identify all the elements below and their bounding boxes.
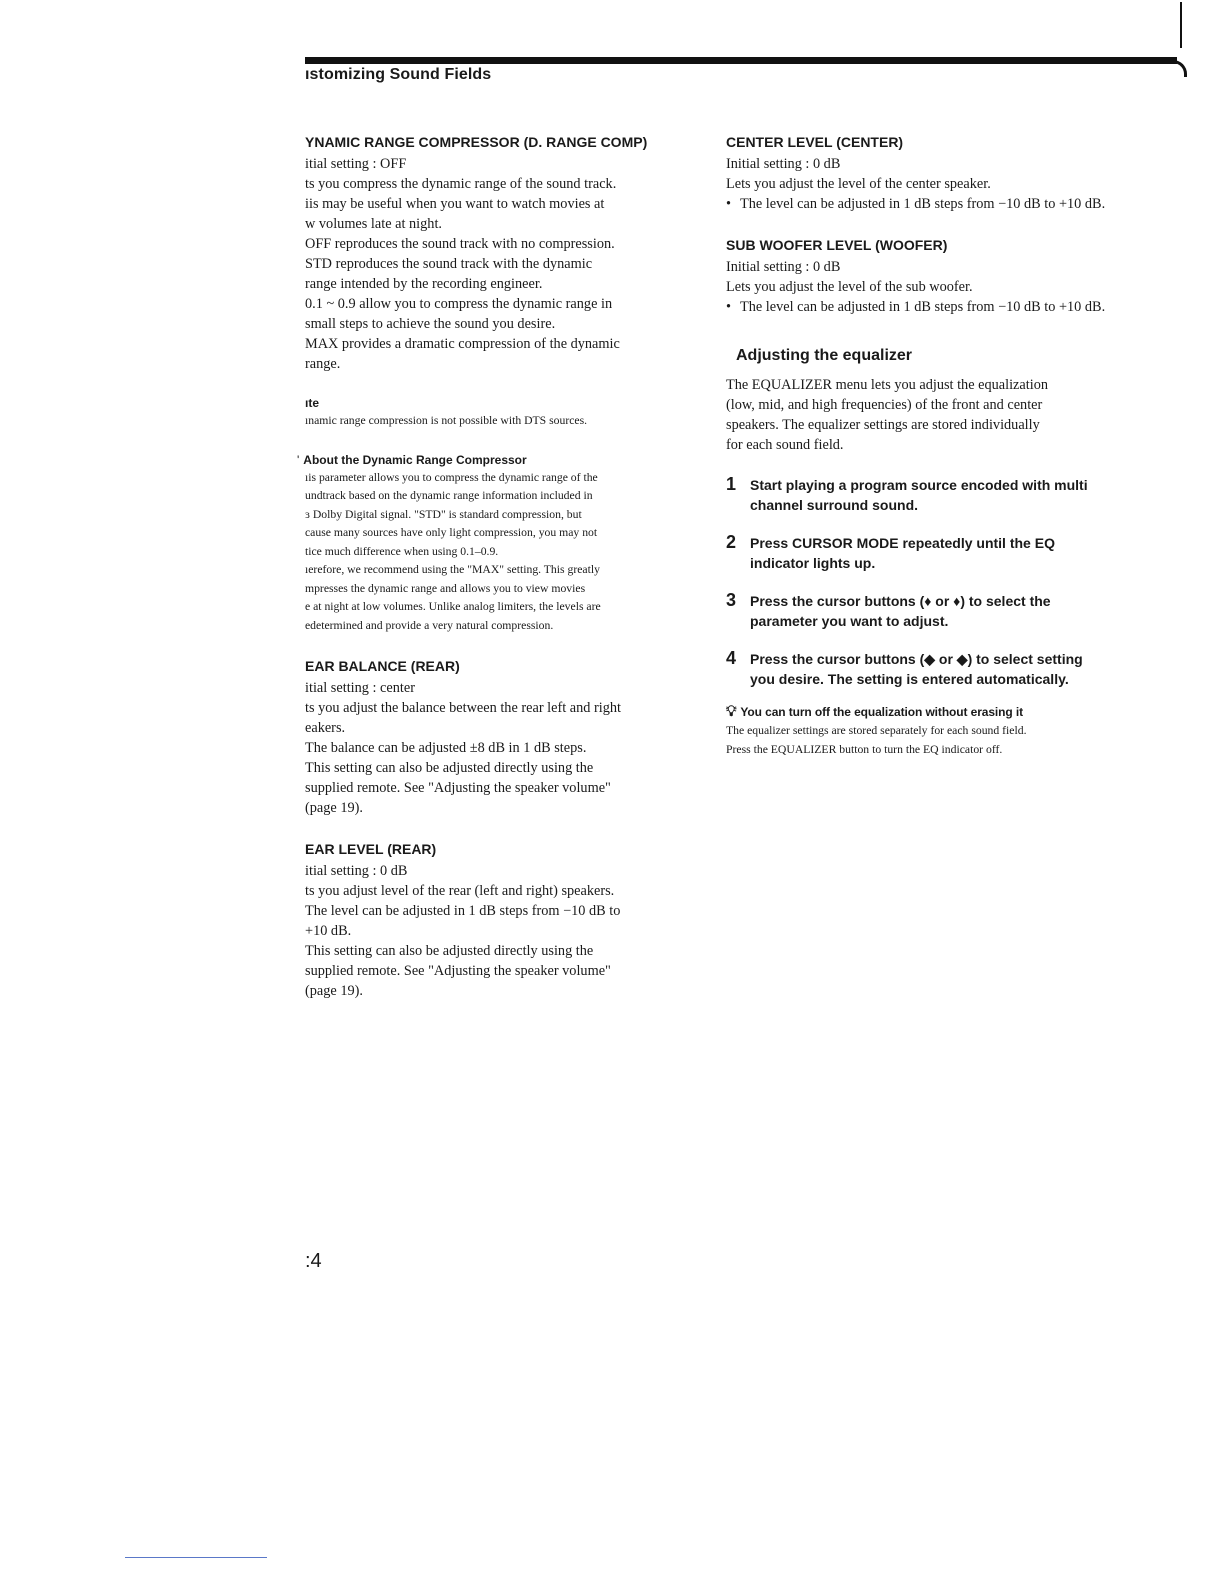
text-line: +10 dB. [305,923,352,939]
step-1 [726,475,1106,515]
rear-balance-section [305,657,685,818]
text-line: 0.1 ~ 0.9 allow you to compress the dynamic range in [305,296,613,312]
text-line: supplied remote. See "Adjusting the speaker volume" [305,963,611,979]
step-text: Press the cursor buttons (♦ or ♦) to select the parameter you want to adjust. [750,593,1051,629]
text-line: Initial setting : 0 dB [726,259,841,275]
text-line: This setting can also be adjusted directly using the [305,943,594,959]
text-line: Lets you adjust the level of the sub woofer. [726,279,973,295]
step-number: 4 [726,648,737,668]
rear-level-section [305,840,685,1001]
section-title: EAR BALANCE (REAR) [305,658,460,674]
text-line: eakers. [305,720,346,736]
text-line: MAX provides a dramatic compression of the dynamic [305,336,620,352]
step-number: 1 [726,474,737,494]
footer-line [125,1557,267,1558]
note-title: ıte [305,396,320,410]
text-line: iis may be useful when you want to watch movies at [305,196,605,212]
about-title-text: About the Dynamic Range Compressor [303,452,527,467]
step-number: 2 [726,532,737,552]
woofer-level-section [726,236,1106,317]
tip-icon: ' [297,452,300,467]
tip-box [726,703,1106,759]
text-line: range intended by the recording engineer. [305,276,543,292]
text-line: The balance can be adjusted ±8 dB in 1 dB steps. [305,740,587,756]
step-number: 3 [726,590,737,610]
tip-title-text: You can turn off the equalization without erasing it [740,705,1023,719]
bullet-dot: • [726,299,732,315]
step-2 [726,533,1106,573]
step-text: Press the cursor buttons (◆ or ◆) to select setting you desire. The setting is entered automatically. [750,651,1083,687]
tip-title [726,703,1106,720]
equalizer-section [726,347,1106,759]
about-section [297,452,685,636]
text-line: speakers. The equalizer settings are stored individually [726,417,1040,433]
text-line: for each sound field. [726,437,844,453]
text-line: OFF reproduces the sound track with no compression. [305,236,615,252]
text-line: The equalizer settings are stored separately for each sound field. [726,724,1027,737]
center-level-section [726,133,1106,214]
right-column [726,133,1106,759]
text-line: cause many sources have only light compression, you may not [305,526,598,539]
text-line: (page 19). [305,983,363,999]
section-title: CENTER LEVEL (CENTER) [726,134,904,150]
text-line: The EQUALIZER menu lets you adjust the equalization [726,377,1048,393]
text-line: This setting can also be adjusted directly using the [305,760,594,776]
text-line: (page 19). [305,800,363,816]
note-section [305,396,685,431]
text-line: Lets you adjust the level of the center speaker. [726,176,991,192]
step-text: Press CURSOR MODE repeatedly until the EQ indicator lights up. [750,535,1055,571]
text-line: undtrack based on the dynamic range information included in [305,489,593,502]
text-line: Press the EQUALIZER button to turn the EQ indicator off. [726,742,1003,756]
text-line: itial setting : OFF [305,156,407,172]
bullet-text: The level can be adjusted in 1 dB steps from −10 dB to +10 dB. [740,299,1106,315]
text-line: small steps to achieve the sound you desire. [305,316,556,332]
text-line: ts you compress the dynamic range of the sound track. [305,176,617,192]
text-line: edetermined and provide a very natural compression. [305,618,554,632]
about-title [297,452,685,467]
section-title: YNAMIC RANGE COMPRESSOR (D. RANGE COMP) [305,134,648,150]
text-line: mpresses the dynamic range and allows you to view movies [305,581,586,595]
text-line: range. [305,356,341,372]
bullet-text: The level can be adjusted in 1 dB steps from −10 dB to +10 dB. [740,196,1106,212]
text-line: ts you adjust level of the rear (left and right) speakers. [305,883,615,899]
bullet-list [726,194,1106,214]
text-line: ɜ Dolby Digital signal. "STD" is standard compression, but [305,507,582,521]
lightbulb-icon: 💡︎ [726,703,737,720]
text-line: Initial setting : 0 dB [726,156,841,172]
text-line: w volumes late at night. [305,216,442,232]
page-number: :4 [305,1250,322,1272]
text-line: (low, mid, and high frequencies) of the front and center [726,397,1043,413]
step-text: Start playing a program source encoded with multi channel surround sound. [750,477,1088,513]
text-line: STD reproduces the sound track with the dynamic [305,256,593,272]
text-line: itial setting : center [305,680,415,696]
left-column [297,133,685,1001]
equalizer-heading: Adjusting the equalizer [736,347,913,364]
section-title: EAR LEVEL (REAR) [305,841,437,857]
section-title: SUB WOOFER LEVEL (WOOFER) [726,237,948,253]
header-rule [305,57,1177,64]
text-line: itial setting : 0 dB [305,863,408,879]
text-line: e at night at low volumes. Unlike analog limiters, the levels are [305,600,601,613]
bullet-item [726,297,1106,317]
bullet-item [726,194,1106,214]
text-line: ts you adjust the balance between the rear left and right [305,700,621,716]
running-head: ıstomizing Sound Fields [305,66,492,83]
bullet-dot: • [726,196,732,212]
text-line: tice much difference when using 0.1–0.9. [305,544,499,558]
equalizer-intro [726,375,1106,455]
header-rule-tip [1166,60,1187,77]
text-line: supplied remote. See "Adjusting the speaker volume" [305,780,611,796]
text-line: ıerefore, we recommend using the "MAX" setting. This greatly [305,563,600,576]
drc-section [305,133,685,374]
text-line: ıis parameter allows you to compress the dynamic range of the [305,470,598,484]
bullet-list [726,297,1106,317]
edge-mark [1180,2,1182,48]
text-line: The level can be adjusted in 1 dB steps from −10 dB to [305,903,621,919]
step-3 [726,591,1106,631]
step-4 [726,649,1106,689]
note-text: ınamic range compression is not possible with DTS sources. [305,414,588,427]
